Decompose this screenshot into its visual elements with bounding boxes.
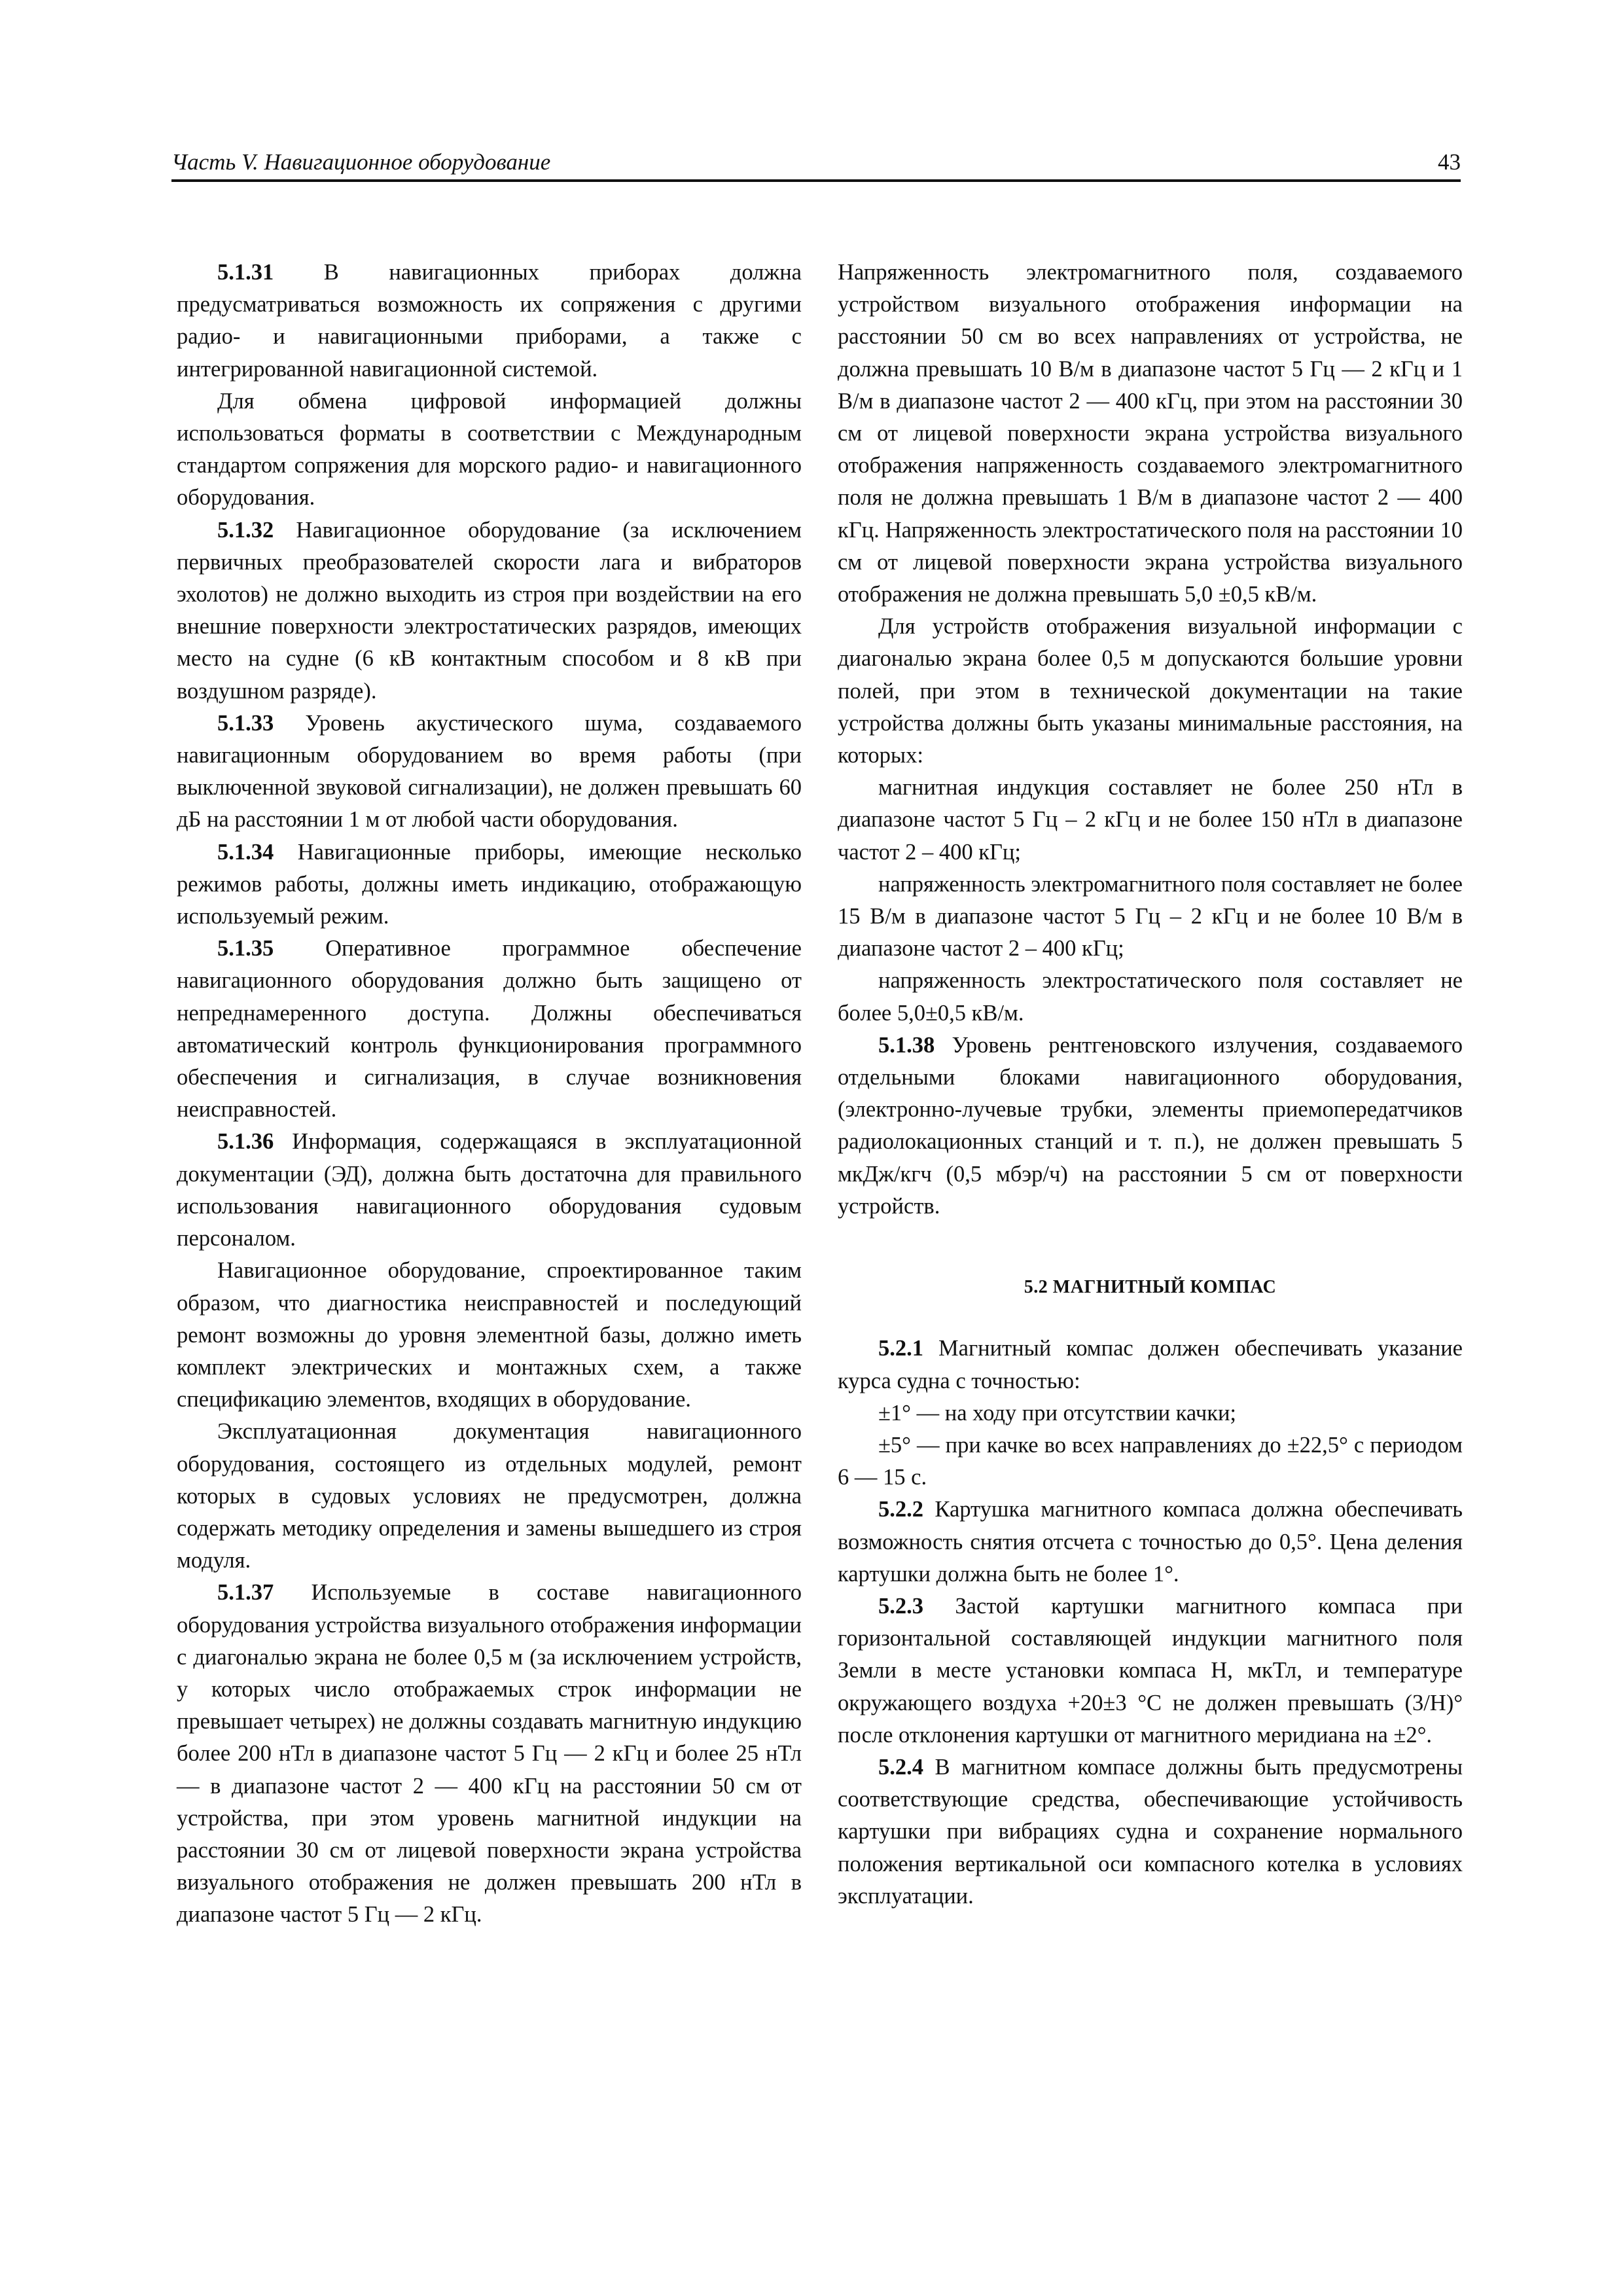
clause-number: 5.2.3 [878,1593,923,1619]
paragraph [838,1590,1463,1751]
paragraph-text: Эксплуатационная документация навигационного оборудования, состоящего из отдельных модулей, ремонт которых в судовых условиях не предусмотрен, должна содержать методику определения и замены вышедшего из строя модуля. [177,1419,802,1573]
clause-number: 5.2.4 [878,1754,923,1780]
paragraph-text: В магнитном компасе должны быть предусмотрены соответствующие средства, обеспечивающие устойчивость картушки при вибрациях судна и сохранение нормального положения вертикальной оси компасного котелка в условиях эксплуатации. [838,1754,1463,1909]
paragraph [177,1416,802,1577]
paragraph-text: Навигационное оборудование, спроектированное таким образом, что диагностика неисправностей и последующий ремонт возможны до уровня элементной базы, должно иметь комплект электрических и монтажных схем, а также спецификацию элементов, входящих в оборудование. [177,1258,802,1412]
left-column [177,257,802,1931]
clause-number: 5.1.31 [217,260,274,285]
paragraph-text: Картушка магнитного компаса должна обеспечивать возможность снятия отсчета с точностью до 0,5°. Цена деления картушки должна быть не более 1°. [838,1497,1463,1587]
paragraph [177,933,802,1126]
clause-number: 5.1.35 [217,936,274,961]
paragraph [838,611,1463,772]
paragraph-text: Навигационное оборудование (за исключением первичных преобразователей скорости лага и вибраторов эхолотов) не должно выходить из строя при воздействии на его внешние поверхности электростатических разрядов, имеющих место на судне (6 кВ контактным способом и 8 кВ при воздушном разряде). [177,517,802,704]
right-column [838,257,1463,1912]
paragraph [177,836,802,933]
paragraph-text: Для обмена цифровой информацией должны использоваться форматы в соответствии с Международным стандартом сопряжения для морского радио- и навигационного оборудования. [177,388,802,511]
clause-number: 5.1.34 [217,839,274,865]
section-heading: 5.2 МАГНИТНЫЙ КОМПАС [1024,1277,1277,1298]
clause-number: 5.2.1 [878,1336,923,1361]
clause-number: 5.1.32 [217,517,274,543]
paragraph-text: напряженность электростатического поля составляет не более 5,0±0,5 кВ/м. [838,968,1463,1026]
paragraph [838,1333,1463,1397]
paragraph-text: Используемые в составе навигационного оборудования устройства визуального отображения информации с диагональю экрана не более 0,5 м (за исключением устройств, у которых число отображаемых строк информации не превышает четырех) не должны создавать магнитную индукцию более 200 нТл в диапазоне частот 5 Гц — 2 кГц и более 25 нТл — в диапазоне частот 2 — 400 кГц на расстоянии 50 см от устройства, при этом уровень магнитной индукции на расстоянии 30 см от лицевой поверхности экрана устройства визуального отображения не должен превышать 200 нТл в диапазоне частот 5 Гц — 2 кГц. [177,1580,802,1928]
paragraph-text: Магнитный компас должен обеспечивать указание курса судна с точностью: [838,1336,1463,1393]
clause-number: 5.2.2 [878,1497,923,1522]
paragraph [838,965,1463,1029]
clause-number: 5.1.38 [878,1032,935,1058]
paragraph-text: магнитная индукция составляет не более 250 нТл в диапазоне частот 5 Гц – 2 кГц и не более 150 нТл в диапазоне частот 2 – 400 кГц; [838,775,1463,865]
paragraph [177,386,802,514]
paragraph [177,1577,802,1931]
paragraph [177,1126,802,1255]
paragraph-text: Для устройств отображения визуальной информации с диагональю экрана более 0,5 м допускаются большие уровни полей, при этом в технической документации на такие устройства должны быть указаны минимальные расстояния, на которых: [838,614,1463,768]
paragraph-text: Уровень рентгеновского излучения, создаваемого отдельными блоками навигационного оборудования, (электронно-лучевые трубки, элементы приемопередатчиков радиолокационных станций и т. п.), не должен превышать 5 мкДж/кгч (0,5 мбэр/ч) на расстоянии 5 см от поверхности устройств. [838,1032,1463,1219]
paragraph [838,772,1463,869]
paragraph-text: В навигационных приборах должна предусматриваться возможность их сопряжения с другими радио- и навигационными приборами, а также с интегрированной навигационной системой. [177,260,802,382]
paragraph [177,257,802,386]
page-number: 43 [1438,149,1461,175]
header-title: Часть V. Навигационное оборудование [171,149,551,175]
paragraph-text: ±5° — при качке во всех направлениях до ±22,5° с периодом 6 — 15 с. [838,1432,1463,1490]
paragraph [177,708,802,836]
running-header [171,145,1461,182]
paragraph [838,1397,1463,1429]
paragraph [838,1030,1463,1223]
paragraph [838,257,1463,611]
paragraph-text: Застой картушки магнитного компаса при горизонтальной составляющей индукции магнитного поля Земли в месте установки компаса H, мкТл, и температуре окружающего воздуха +20±3 °С не должен превышать (3/H)° после отклонения картушки от магнитного меридиана на ±2°. [838,1593,1463,1748]
paragraph [838,1429,1463,1494]
paragraph [838,1751,1463,1912]
paragraph-text: Уровень акустического шума, создаваемого навигационным оборудованием во время работы (при выключенной звуковой сигнализации), не должен превышать 60 дБ на расстоянии 1 м от любой части оборудования. [177,710,802,833]
clause-number: 5.1.36 [217,1129,274,1155]
paragraph-text: Навигационные приборы, имеющие несколько режимов работы, должны иметь индикацию, отображающую используемый режим. [177,839,802,929]
paragraph [838,869,1463,965]
paragraph-text: Информация, содержащаяся в эксплуатационной документации (ЭД), должна быть достаточна для правильного использования навигационного оборудования судовым персоналом. [177,1129,802,1251]
paragraph-text: ±1° — на ходу при отсутствии качки; [878,1400,1237,1426]
clause-number: 5.1.33 [217,710,274,736]
paragraph-text: Напряженность электромагнитного поля, создаваемого устройством визуального отображения информации на расстоянии 50 см во всех направлениях от устройства, не должна превышать 10 В/м в диапазоне частот 5 Гц — 2 кГц и 1 В/м в диапазоне частот 2 — 400 кГц, при этом на расстоянии 30 см от лицевой поверхности экрана устройства визуального отображения напряженность создаваемого электромагнитного поля не должна превышать 1 В/м в диапазоне частот 2 — 400 кГц. Напряженность электростатического поля на расстоянии 10 см от лицевой поверхности экрана устройства визуального отображения не должна превышать 5,0 ±0,5 кВ/м. [838,260,1463,607]
paragraph-text: напряженность электромагнитного поля составляет не более 15 В/м в диапазоне частот 5 Гц – 2 кГц и не более 10 В/м в диапазоне частот 2 – 400 кГц; [838,871,1463,961]
paragraph [177,1255,802,1416]
paragraph [177,514,802,708]
paragraph-text: Оперативное программное обеспечение навигационного оборудования должно быть защищено от непреднамеренного доступа. Должны обеспечиваться автоматический контроль функционирования программного обеспечения и сигнализация, в случае возникновения неисправностей. [177,936,802,1122]
clause-number: 5.1.37 [217,1580,274,1605]
paragraph [838,1494,1463,1590]
